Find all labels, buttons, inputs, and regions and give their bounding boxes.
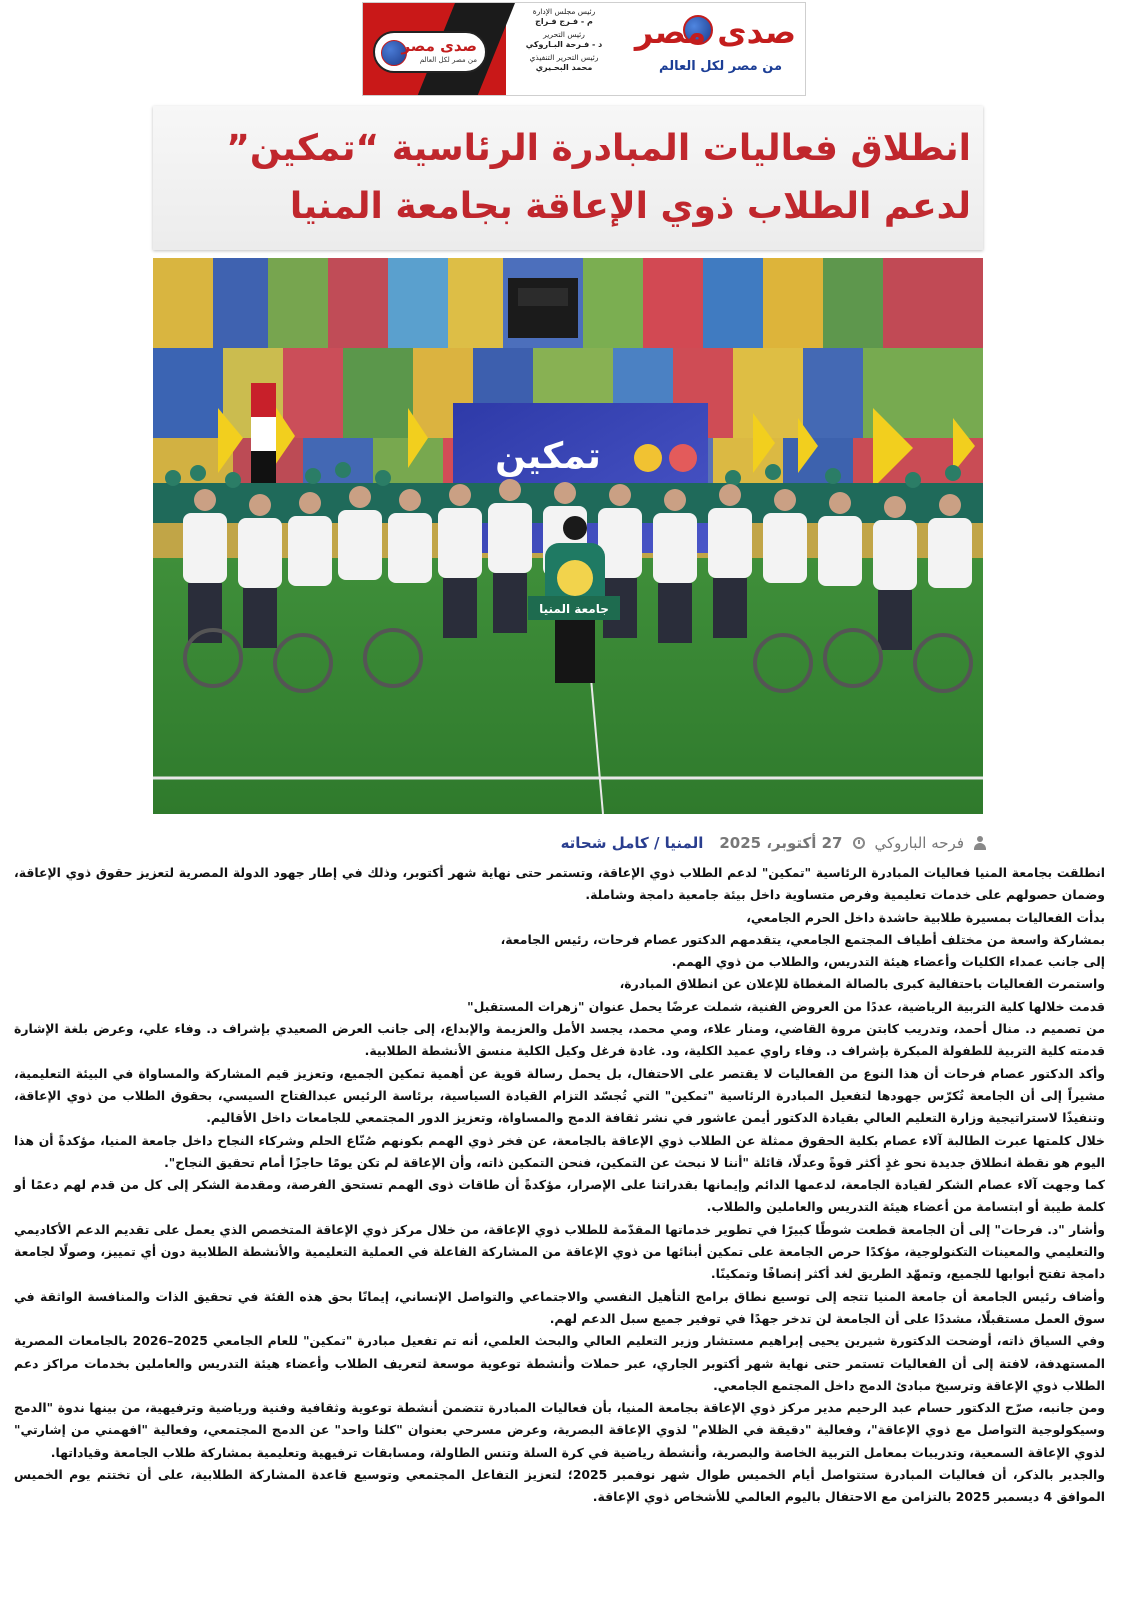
article-byline <box>561 831 986 855</box>
article-paragraph: وأشار "د. فرحات" إلى أن الجامعة قطعت شوطًا كبيرًا في تطوير خدماتها المقدّمة للطلاب ذوي الإعاقة، من خلال مركز ذوي الإعاقة المتخصص الذي يعمل على تقديم الدعم الأكاديمي والتعليمي والمعينات التكنولوجية، مؤكدًا حرص الجامعة على تمكين أبنائها من ذوي الإعاقة من المشاركة الفاعلة في العملية التعليمية والأنشطة الطلابية دون أي تمييز، وصولًا لجامعة دامجة تفتح أبوابها للجميع، وتمهّد الطريق لغد أكثر إنصافًا وتمكينًا. <box>14 1221 1105 1282</box>
article-paragraph: من تصميم د. منال أحمد، وتدريب كابتن مروة القاضي، ومنار علاء، ومي محمد، يجسد الأمل والعزيمة والإبداع، إلى جانب العرض الصعيدي بإشراف د. وفاء علي، وعرض بلغة الإشارة قدمته كلية التربية للطفولة المبكرة بإشراف د. وفاء راوي عميد الكلية، ود. غادة فرغل وكيل الكلية منسق الأنشطة الطلابية. <box>14 1021 1105 1059</box>
small-logo-text: صدى مصر <box>401 37 477 55</box>
dateline-location: المنيا / كامل شحاته <box>560 834 704 852</box>
masthead <box>362 2 806 96</box>
article-paragraph: والجدير بالذكر، أن فعاليات المبادرة ستتواصل أيام الخميس طوال شهر نوفمبر 2025؛ لتعزيز التفاعل المجتمعي وتوسيع قاعدة المشاركة الطلابية، على أن تختتم يوم الخميس الموافق 4 ديسمبر 2025 بالتزامن مع الاحتفال باليوم العالمي للأشخاص ذوي الإعاقة. <box>14 1467 1105 1505</box>
article-paragraph: وأضاف رئيس الجامعة أن جامعة المنيا تتجه إلى توسيع نطاق برامج التأهيل النفسي والاجتماعي والتواصل الإنساني، إيمانًا بحق هذه الفئة في تحقيق الذات والمنافسة الواثقة في سوق العمل مستقبلًا، مشددًا على أن الجامعة لن تدخر جهدًا في توفير جميع سبل الدعم لهم. <box>14 1288 1105 1326</box>
logo-text: صدى مصر <box>634 13 796 51</box>
article-paragraph: ومن جانبه، صرّح الدكتور حسام عبد الرحيم مدير مركز ذوي الإعاقة بجامعة المنيا، بأن فعاليات المبادرة تتضمن أنشطة توعوية وثقافية وفنية ورياضية وترفيهية، من بينها ندوة "الدمج وسيكولوجية التواصل مع ذوي الإعاقة"، وفعالية "دقيقة في الظلام" لذوي الإعاقة البصرية، وعرض مسرحي بعنوان "كلنا واحد" عن الدمج المجتمعي، وفعالية "افهمني من إشارتي" لذوي الإعاقة السمعية، وتدريبات بمعامل التربية الخاصة والبصرية، وأنشطة رياضية في كرة السلة وتنس الطاولة، ومسابقات ترفيهية وتعليمية بمشاركة طلاب الجامعة وقياداتها. <box>14 1400 1105 1460</box>
article-paragraph: بمشاركة واسعة من مختلف أطياف المجتمع الجامعي، يتقدمهم الدكتور عصام فرحات، رئيس الجامعة، <box>500 931 1105 947</box>
credit-role: رئيس مجلس الإدارة <box>532 7 596 16</box>
small-logo-tagline: من مصر لكل العالم <box>419 56 477 64</box>
user-icon <box>974 836 986 850</box>
article-paragraph: واستمرت الفعاليات باحتفالية كبرى بالصالة المغطاة للإعلان عن انطلاق المبادرة، <box>619 976 1105 992</box>
article-body <box>14 862 1105 1509</box>
masthead-credits <box>515 7 613 93</box>
small-logo-badge <box>373 31 487 73</box>
article-paragraph: وفي السياق ذاته، أوضحت الدكتورة شيرين يحيى إبراهيم مستشار وزير التعليم العالي والبحث العلمي، أنه تم تفعيل مبادرة "تمكين" للعام الجامعي 2025–2026 بالجامعات المصرية المستهدفة، لافتة إلى أن الفعاليات تستمر حتى نهاية شهر أكتوبر الجاري، عبر حملات وأنشطة توعوية موسعة لتعريف الطلاب وأعضاء هيئة التدريس والعاملين بخدمات مراكز دعم الطلاب ذوي الإعاقة وترسيخ مبادئ الدمج داخل المجتمع الجامعي. <box>14 1333 1105 1393</box>
article-paragraph: إلى جانب عمداء الكليات وأعضاء هيئة التدريس، والطلاب من ذوي الهمم. <box>671 954 1105 970</box>
article-paragraph: خلال كلمتها عبرت الطالبة آلاء عصام بكلية الحقوق ممثلة عن الطلاب ذوي الإعاقة بالجامعة، عن فخر ذوي الهمم بكونهم صُنّاع الحلم وشركاء النجاح داخل جامعة المنيا، مؤكدةً أن هذا اليوم هو نقطة انطلاق جديدة نحو غدٍ أكثر قوةً وعدلًا، قائلة "أننا لا نبحث عن التمكين، فنحن التمكين ذاته، وأن الإعاقة لم تكن يومًا حاجزًا أمام تحقيق النجاح". <box>14 1132 1105 1170</box>
clock-icon <box>853 837 865 849</box>
article-paragraph: كما وجهت آلاء عصام الشكر لقيادة الجامعة، لدعمها الدائم وإيمانها بقدراتنا على الإصرار، مؤكدةً أن طاقات ذوى الهمم تستحق الفرصة، ومقدمة الشكر إلى كل من قدم لهم دعمًا أو كلمة طيبة أو ابتسامة من أعضاء هيئة التدريس والعاملين والطلاب. <box>14 1177 1105 1215</box>
site-logo[interactable] <box>617 13 802 85</box>
credit-role: رئيس التحرير التنفيذي <box>529 53 599 62</box>
publish-date: 27 أكتوبر، 2025 <box>719 834 843 852</box>
author-name[interactable]: فرحه الباروكي <box>874 834 964 852</box>
credit-role: رئيس التحرير <box>543 30 585 39</box>
logo-tagline: من مصر لكل العالم <box>659 59 782 74</box>
article-paragraph: قدمت خلالها كلية التربية الرياضية، عددًا من العروض الفنية، شملت عرضًا يحمل عنوان "زهرات المستقبل" <box>467 998 1105 1014</box>
credit-name: محمد البحـيري <box>535 63 593 72</box>
banner-title: تمكين <box>495 436 601 477</box>
headline-box <box>153 106 983 250</box>
credit-name: م - فـرج فـراج <box>535 17 593 26</box>
credit-name: د - فـرحة البـاروكي <box>525 40 603 49</box>
article-photo <box>153 258 983 814</box>
university-sign-text: جامعة المنيا <box>539 602 609 616</box>
article-paragraph: بدأت الفعاليات بمسيرة طلابية حاشدة داخل الحرم الجامعي، <box>746 909 1105 925</box>
article-paragraph: وأكد الدكتور عصام فرحات أن هذا النوع من الفعاليات لا يقتصر على الاحتفال، بل يحمل رسالة قوية عن أهمية تمكين الجميع، وتعزيز قيم المشاركة والمساواة في البيئة التعليمية، مشيراً إلى أن الجامعة تُكرّس جهودها لتفعيل المبادرة الرئاسية "تمكين" التي تُجسّد التزام القيادة السياسية، برئاسة الرئيس عبدالفتاح السيسي، بحقوق الطلاب من ذوي الإعاقة، وتنفيذًا لاستراتيجية وزارة التعليم العالي بقيادة الدكتور أيمن عاشور في نشر ثقافة الدمج والمساواة، وتعزيز الدور المجتمعي للجامعات داخل الأقاليم. <box>14 1065 1105 1126</box>
article-paragraph: انطلقت بجامعة المنيا فعاليات المبادرة الرئاسية "تمكين" لدعم الطلاب ذوي الإعاقة، وتستمر حتى نهاية شهر أكتوبر، وذلك في إطار جهود الدولة المصرية لتعزيز حقوق ذوي الإعاقة، وضمان حصولهم على خدمات تعليمية وفرص متساوية داخل بيئة جامعية دامجة وشاملة. <box>14 865 1105 903</box>
article-headline: انطلاق فعاليات المبادرة الرئاسية “تمكين” لدعم الطلاب ذوي الإعاقة بجامعة المنيا <box>226 128 971 227</box>
